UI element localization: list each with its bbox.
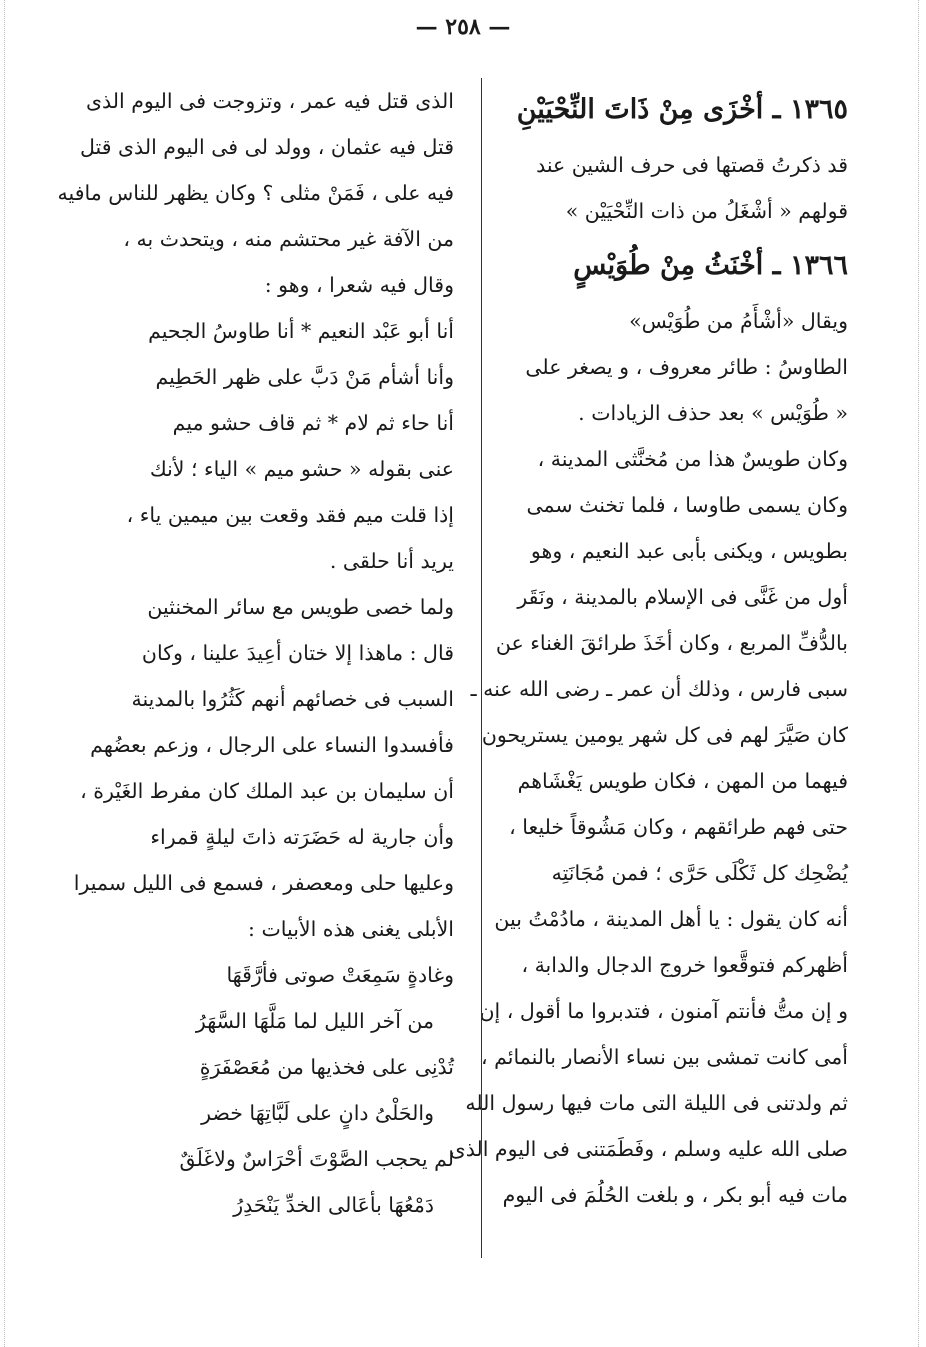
- text-line: قتل فيه عثمان ، وولد لى فى اليوم الذى قتل: [79, 135, 454, 159]
- text-line: وأن جارية له حَضَرَته ذاتَ ليلةٍ قمراء: [150, 825, 454, 849]
- verse-line: وغادةٍ سَمِعَتْ صوتى فأرَّقَهَا: [226, 963, 454, 987]
- text-line: بالدُّفِّ المربع ، وكان أخَذَ طرائقَ الغناء عن: [495, 631, 848, 655]
- text-line: ثم ولدتنى فى الليلة التى مات فيها رسول الله: [465, 1091, 848, 1115]
- text-line: وقال فيه شعرا ، وهو :: [264, 273, 454, 297]
- text-line: وكان يسمى طاوسا ، فلما تخنث سمى: [526, 493, 848, 517]
- text-line: ولما خصى طويس مع سائر المخنثين: [147, 595, 454, 619]
- text-line: ويقال «أشْأَمُ من طُوَيْس»: [629, 309, 848, 333]
- text-line: سبى فارس ، وذلك أن عمر ـ رضى الله عنه ـ: [470, 677, 848, 701]
- page-number: — ٢٥٨ —: [415, 14, 511, 40]
- text-line: كان صَيَّرَ لهم فى كل شهر يومين يستريحون: [481, 723, 848, 747]
- text-line: وعليها حلى ومعصفر ، فسمع فى الليل سميرا: [73, 871, 454, 895]
- text-line: بطويس ، ويكنى بأبى عبد النعيم ، وهو: [530, 539, 848, 563]
- left-edge-border: [4, 0, 5, 1347]
- text-line: إذا قلت ميم فقد وقعت بين ميمين ياء ،: [126, 503, 454, 527]
- text-line: أمى كانت تمشى بين نساء الأنصار بالنمائم ،: [481, 1045, 848, 1069]
- text-line: قولهم « أشْغَلُ من ذات النِّحْيَيْن »: [565, 199, 848, 223]
- text-line: أظهركم فتوقَّعوا خروج الدجال والدابة ،: [521, 953, 848, 977]
- verse-line: من آخر الليل لما مَلَّهَا السَّهَرُ: [195, 1009, 434, 1033]
- text-line: يُضْحِك كل ثَكْلَى حَرَّى ؛ فمن مُجَانَتِه: [551, 861, 848, 885]
- text-line: فيه على ، فَمَنْ مثلى ؟ وكان يظهر للناس مافيه: [57, 181, 454, 205]
- text-line: صلى الله عليه وسلم ، وفَطَمَتنى فى اليوم الذى: [449, 1137, 848, 1161]
- text-line: فأفسدوا النساء على الرجال ، وزعم بعضُهم: [90, 733, 454, 757]
- verse-line: أنا أبو عَبْد النعيم * أنا طاوسُ الجحيم: [148, 319, 454, 343]
- text-line: يريد أنا حلقى .: [329, 549, 454, 573]
- verse-line: وأنا أشأم مَنْ دَبَّ على ظهر الحَطِيم: [155, 365, 454, 389]
- text-line: قال : ماهذا إلا ختان أعِيدَ علينا ، وكان: [141, 641, 454, 665]
- verse-line: لم يحجب الصَّوْتَ أحْرَاسٌ ولاغَلَقٌ: [179, 1147, 454, 1171]
- text-line: عنى بقوله « حشو ميم » الياء ؛ لأنك: [149, 457, 454, 481]
- text-line: من الآفة غير محتشم منه ، ويتحدث به ،: [123, 227, 454, 251]
- text-line: الأبلى يغنى هذه الأبيات :: [248, 917, 454, 941]
- text-line: فيهما من المهن ، فكان طويس يَغْشَاهم: [517, 769, 848, 793]
- right-column: [449, 78, 848, 1218]
- text-line: وكان طويسٌ هذا من مُخنَّثى المدينة ،: [537, 447, 848, 471]
- text-line: الطاوسُ : طائر معروف ، و يصغر على: [525, 355, 848, 379]
- text-line: الذى قتل فيه عمر ، وتزوجت فى اليوم الذى: [85, 89, 454, 113]
- text-line: قد ذكرتُ قصتها فى حرف الشين عند: [536, 153, 848, 177]
- text-line: أن سليمان بن عبد الملك كان مفرط الغَيْرة ،: [80, 779, 454, 803]
- verse-line: تُدْنِى على فخذيها من مُعَصْفَرَةٍ: [199, 1055, 454, 1079]
- text-line: « طُوَيْس » بعد حذف الزيادات .: [578, 401, 848, 425]
- proverb-heading: ١٣٦٦ ـ أخْنَثُ مِنْ طُوَيْسٍ: [573, 250, 848, 281]
- left-column: [57, 78, 454, 1228]
- text-line: و إن متُّ فأنتم آمنون ، فتدبروا ما أقول ، إن: [479, 999, 848, 1023]
- text-line: أنه كان يقول : يا أهل المدينة ، مادُمْتُ بين: [494, 907, 848, 931]
- verse-line: دَمْعُهَا بأعَالى الخدِّ يَنْحَدِرُ: [233, 1193, 434, 1217]
- proverb-heading: ١٣٦٥ ـ أخْزَى مِنْ ذَاتَ النِّحْيَيْنِ: [516, 94, 848, 125]
- text-line: مات فيه أبو بكر ، و بلغت الحُلُمَ فى اليوم: [502, 1183, 848, 1207]
- column-divider: [481, 78, 482, 1258]
- text-line: حتى فهم طرائقهم ، وكان مَشُوقاً خليعا ،: [509, 815, 848, 839]
- text-line: أول من غَنَّى فى الإسلام بالمدينة ، ونَقَر: [517, 585, 848, 609]
- right-edge-border: [918, 0, 919, 1347]
- verse-line: والحَلْىُ دانٍ على لَبَّاتِهَا خضر: [201, 1101, 434, 1125]
- text-line: السبب فى خصائهم أنهم كَثُرُوا بالمدينة: [131, 687, 454, 711]
- verse-line: أنا حاء ثم لام * ثم قاف حشو ميم: [172, 411, 454, 435]
